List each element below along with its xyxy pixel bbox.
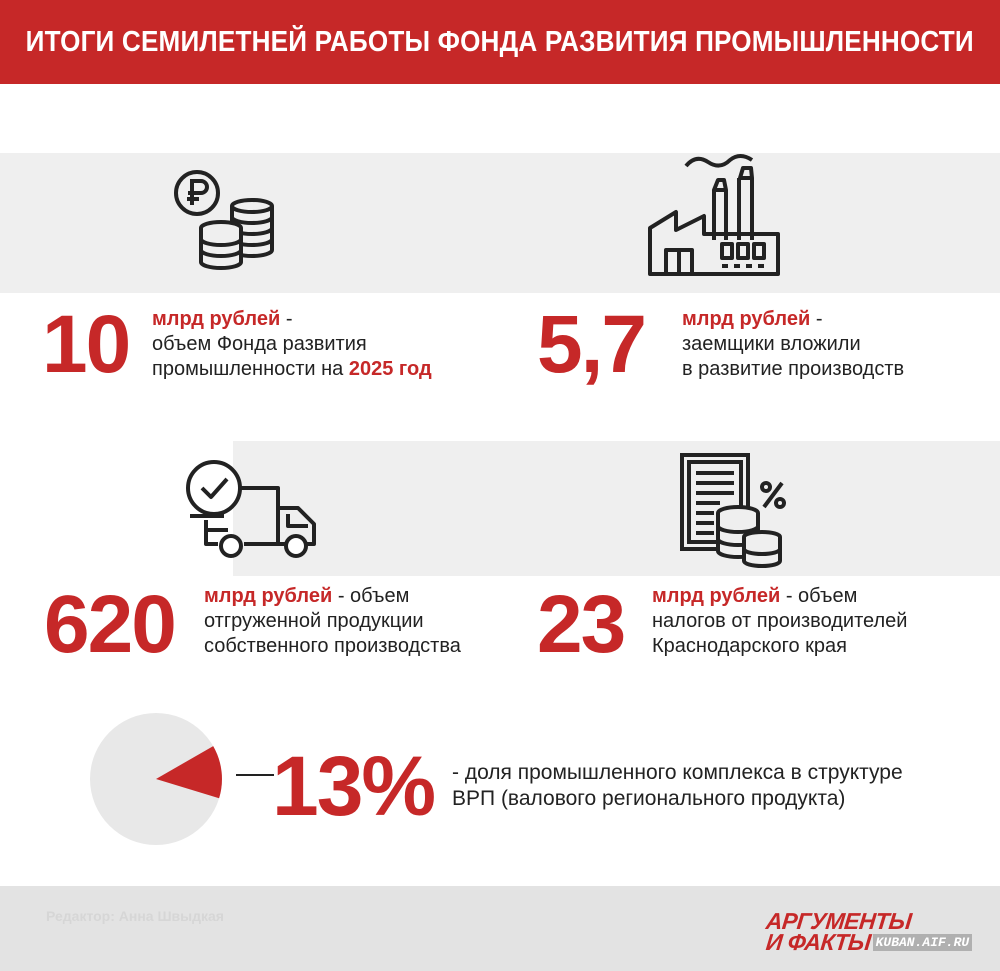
stat-dash: - xyxy=(280,308,293,330)
share-description xyxy=(452,760,903,812)
stat-dash: - xyxy=(810,308,823,330)
site-url: KUBAN.AIF.RU xyxy=(873,934,973,951)
stat-highlight: 2025 год xyxy=(348,358,432,380)
stat-description xyxy=(652,584,907,659)
share-number: 13% xyxy=(272,739,435,833)
stat-number: 23 xyxy=(537,579,625,670)
stat-unit: млрд рублей xyxy=(682,308,811,330)
stat-line: отгруженной продукции xyxy=(204,610,424,632)
stat-dash: - объем xyxy=(780,585,858,607)
stat-number: 5,7 xyxy=(537,299,645,390)
middle-band xyxy=(233,441,1000,576)
stat-description xyxy=(682,307,904,382)
share-line: ВРП (валового регионального продукта) xyxy=(452,787,846,810)
top-band xyxy=(0,153,1000,293)
logo-top: АРГУМЕНТЫ xyxy=(764,908,913,934)
stat-line: в развитие производств xyxy=(682,358,905,380)
aif-logo xyxy=(766,910,972,954)
stat-unit: млрд рублей xyxy=(652,585,781,607)
share-pie-chart xyxy=(84,706,244,852)
tax-document-icon xyxy=(678,451,790,569)
header-bar xyxy=(0,0,1000,84)
stat-description xyxy=(152,307,432,382)
stat-line: объем Фонда развития xyxy=(152,333,367,355)
logo-bottom: И ФАКТЫ xyxy=(764,929,873,955)
share-line: - доля промышленного комплекса в структуре xyxy=(452,761,903,784)
editor-credit: Редактор: Анна Швыдкая xyxy=(46,908,224,924)
leader-line xyxy=(236,774,274,776)
stat-dash: - объем xyxy=(332,585,410,607)
stat-unit: млрд рублей xyxy=(204,585,333,607)
delivery-truck-icon xyxy=(184,460,320,562)
stat-unit: млрд рублей xyxy=(152,308,281,330)
stat-line: промышленности на xyxy=(152,358,349,380)
stat-number: 620 xyxy=(44,579,175,670)
stat-description xyxy=(204,584,461,659)
ruble-coins-icon xyxy=(170,168,280,278)
factory-icon xyxy=(646,150,782,278)
stat-number: 10 xyxy=(42,299,130,390)
stat-line: собственного производства xyxy=(204,635,461,657)
stat-line: налогов от производителей xyxy=(652,610,908,632)
stat-line: заемщики вложили xyxy=(682,333,861,355)
stat-line: Краснодарского края xyxy=(652,635,847,657)
page-title: ИТОГИ СЕМИЛЕТНЕЙ РАБОТЫ ФОНДА РАЗВИТИЯ ПРОМЫШЛЕННОСТИ xyxy=(25,25,975,58)
